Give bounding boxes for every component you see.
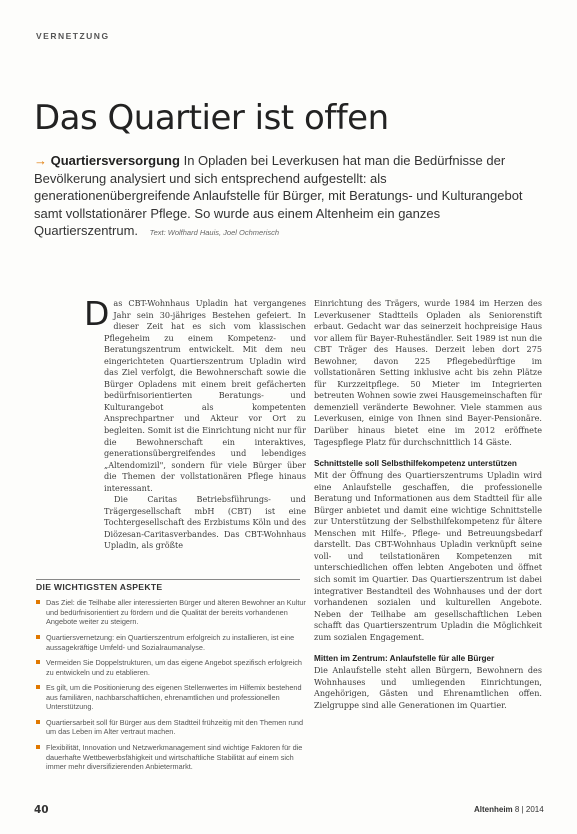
body-paragraph: Die Caritas Betriebsführungs- und Trägergesellschaft mbH (CBT) ist eine Tochtergesellschaft des Erzbistums Köln und des Diözesan-Caritasverbandes. Das CBT-Wohnhaus Upladin, als größte xyxy=(104,494,306,551)
list-item: Vermeiden Sie Doppelstrukturen, um das eigene Angebot spezifisch erfolgreich zu entwickeln und zu etablieren. xyxy=(36,658,308,677)
issue-number: 8 | 2014 xyxy=(514,805,544,814)
body-column-left xyxy=(84,294,306,552)
bullet-square-icon xyxy=(36,660,40,664)
body-paragraph: Mit der Öffnung des Quartierszentrums Upladin wird eine Anlaufstelle geschaffen, die professionelle Beratung und Informationen aus dem Stadtteil für alle Bürger anbietet und damit eine wichtige Schnittstelle zur Unterstützung der Selbsthilfekompetenz für ältere Menschen mit Hilfe-, Pflege- und Betreuungsbedarf darstellt. Das CBT-Wohnhaus Upladin verknüpft seine voll- und teilstationären Kompetenzen mit unterschiedlichen offen lebten Angeboten und öffnet sich somit im Quartier. Das Quartierszentrum ist dabei integrativer Bestandteil des Wohnhauses und der dort vorhandenen sozialen und kulturellen Angebote. Neben der Teilhabe am gesellschaftlichen Leben schafft das Quartierszentrum Upladin die Möglichkeit zum sozialen Engagement. xyxy=(314,470,542,642)
body-column-right xyxy=(314,298,542,712)
lede-text: In Opladen bei Leverkusen hat man die Bedürfnisse der Bevölkerung analysiert und sich entsprechend aufgestellt: als generationenübergreifende Anlaufstelle für Bürger, mit Beratungs- und Kulturangebot samt vollstationärer Pflege. So wurde aus einem Altenheim ein ganzes Quartierszentrum. xyxy=(34,153,523,238)
bullet-square-icon xyxy=(36,600,40,604)
bullet-square-icon xyxy=(36,635,40,639)
aspects-list xyxy=(36,598,308,778)
subheading: Mitten im Zentrum: Anlaufstelle für alle Bürger xyxy=(314,654,495,664)
aspects-box-title: DIE WICHTIGSTEN ASPEKTE xyxy=(36,582,163,592)
page-number: 40 xyxy=(34,804,49,816)
list-item: Flexibilität, Innovation und Netzwerkmanagement sind wichtige Faktoren für die dauerhafte Wettbewerbsfähigkeit und wirtschaftliche Stabilität auf einem sich immer mehr diversifizierenden Anbietermarkt. xyxy=(36,743,308,772)
list-item: Es gilt, um die Positionierung des eigenen Stellenwertes im Hilfemix bestehend aus familiären, nachbarschaftlichen, ehrenamtlichen und professionellen Unterstützung. xyxy=(36,683,308,712)
body-paragraph: as CBT-Wohnhaus Upladin hat vergangenes Jahr sein 30-jähriges Bestehen gefeiert. In dieser Zeit hat es sich vom klassischen Pflegeheim zu einem Kompetenz- und Beratungszentrum entwickelt. Mit dem neu eingerichteten Quartierszentrum Upladin wird das Ziel verfolgt, die Bewohnerschaft sowie die Bürger Opladens mit einem breit gefächerten bedürfnisorientierten Beratungs- und Kulturangebot als kompetenten Ansprechpartner und Akteur vor Ort zu begleiten. Somit ist die Einrichtung nicht nur für die Bewohnerschaft ein interaktives, generationsübergreifendes und lebendiges „Altendomizil", sondern für viele Bürger über die Themen der vollstationären Pflege hinaus interessant. xyxy=(104,298,306,493)
section-label: VERNETZUNG xyxy=(36,31,110,41)
bullet-square-icon xyxy=(36,685,40,689)
byline: Text: Wolfhard Hauis, Joel Ochmerisch xyxy=(149,228,280,237)
arrow-right-icon: → xyxy=(34,153,47,168)
list-item: Das Ziel: die Teilhabe aller interessierten Bürger und älteren Bewohner an Kultur und bedürfnisorientiert zu fördern und die Qualität der bereits vorhandenen Angebote weiter zu steigern. xyxy=(36,598,308,627)
page-title: Das Quartier ist offen xyxy=(34,98,389,138)
dropcap: D xyxy=(84,294,110,333)
body-paragraph: Einrichtung des Trägers, wurde 1984 im Herzen des Leverkusener Stadtteils Opladen als Seniorenstift erbaut. Gedacht war das seinerzeit hochpreisige Haus vor allem für Bayer-Ruheständler. Seit 1989 ist nun die CBT Träger des Hauses. Derzeit leben dort 275 Bewohner, davon 225 Pflegebedürftige im vollstationären Setting inklusive acht bis zehn Plätze für Kurzzeitpflege. 50 Mieter im Integrierten betreuten Wohnen sowie zwei Hausgemeinschaften für demenziell veränderte Bewohner. Viele stammen aus Leverkusen, einige von Ihnen sind Bayer-Pensionäre. Darüber hinaus bietet eine im 2012 eröffnete Tagespflege Platz für durchschnittlich 14 Gäste. xyxy=(314,298,542,447)
magazine-name: Altenheim xyxy=(474,805,513,814)
body-paragraph: Die Anlaufstelle steht allen Bürgern, Bewohnern des Wohnhauses und umliegenden Einrichtungen, Angehörigen, Gästen und Ehrenamtlichen offen. Zielgruppe sind alle Generationen im Quartier. xyxy=(314,665,542,710)
subheading: Schnittstelle soll Selbsthilfekompetenz unterstützen xyxy=(314,459,517,469)
box-divider xyxy=(36,579,300,580)
bullet-square-icon xyxy=(36,745,40,749)
lede-kicker: Quartiersversorgung xyxy=(50,153,180,168)
bullet-square-icon xyxy=(36,720,40,724)
footer-publication xyxy=(474,805,544,814)
list-item: Quartiersarbeit soll für Bürger aus dem Stadtteil frühzeitig mit den Themen rund um das Leben im Alter vertraut machen. xyxy=(36,718,308,737)
list-item: Quartiersvernetzung: ein Quartierszentrum erfolgreich zu installieren, ist eine aussagekräftige Umfeld- und Sozialraumanalyse. xyxy=(36,633,308,652)
article-lede xyxy=(34,152,544,242)
